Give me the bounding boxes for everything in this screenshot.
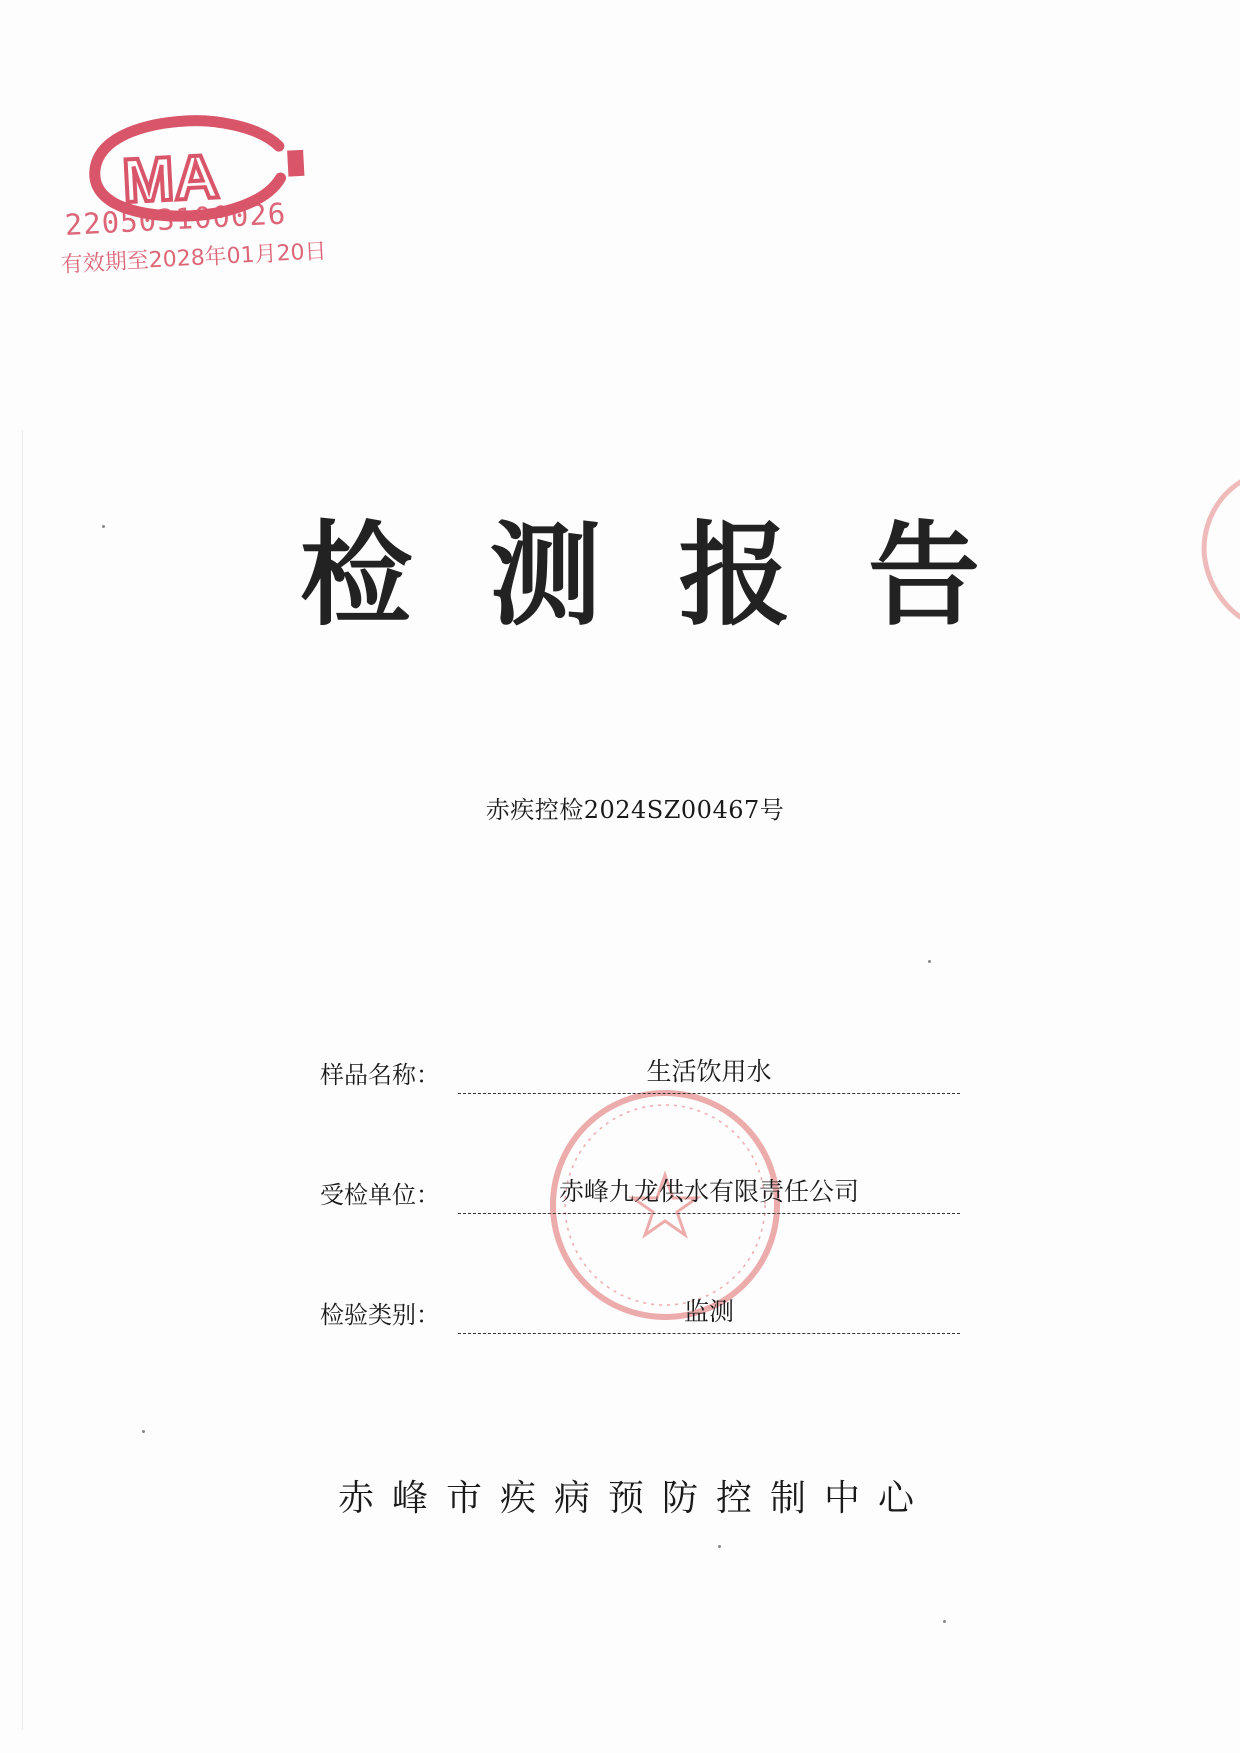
sample-name-label: 样品名称： (320, 1061, 440, 1089)
cma-validity-date: 有效期至2028年01月20日 (60, 239, 328, 278)
cma-stamp (40, 110, 370, 310)
title-char: 报 (678, 510, 791, 641)
scan-speck (142, 1430, 145, 1433)
report-title (300, 510, 980, 641)
inspected-unit-value: 赤峰九龙供水有限责任公司 (558, 1177, 859, 1206)
scan-edge-line (22, 430, 23, 1730)
inspected-unit-label: 受检单位： (320, 1181, 440, 1209)
inspection-type-label: 检验类别： (320, 1301, 440, 1329)
inspection-type-value: 监测 (683, 1297, 734, 1326)
report-number: 赤疾控检2024SZ00467号 (485, 796, 785, 824)
field-underline (458, 1093, 960, 1094)
title-char: 告 (867, 510, 980, 641)
field-sample-name (320, 1050, 960, 1094)
scan-speck (102, 525, 105, 528)
scan-speck (928, 960, 931, 963)
field-inspection-type (320, 1290, 960, 1334)
field-underline (458, 1333, 960, 1334)
cma-certificate-code: 220503100026 (64, 196, 287, 242)
issuing-organization: 赤峰市疾病预防控制中心 (337, 1478, 932, 1519)
scan-speck (718, 1545, 721, 1548)
edge-seal-fragment (1195, 470, 1240, 630)
sample-name-value: 生活饮用水 (646, 1057, 772, 1086)
cma-mark: MA (120, 142, 221, 217)
scan-speck (943, 1620, 946, 1623)
title-char: 检 (300, 510, 412, 641)
title-char: 测 (489, 510, 602, 641)
field-underline (458, 1213, 960, 1214)
field-inspected-unit (320, 1170, 960, 1214)
